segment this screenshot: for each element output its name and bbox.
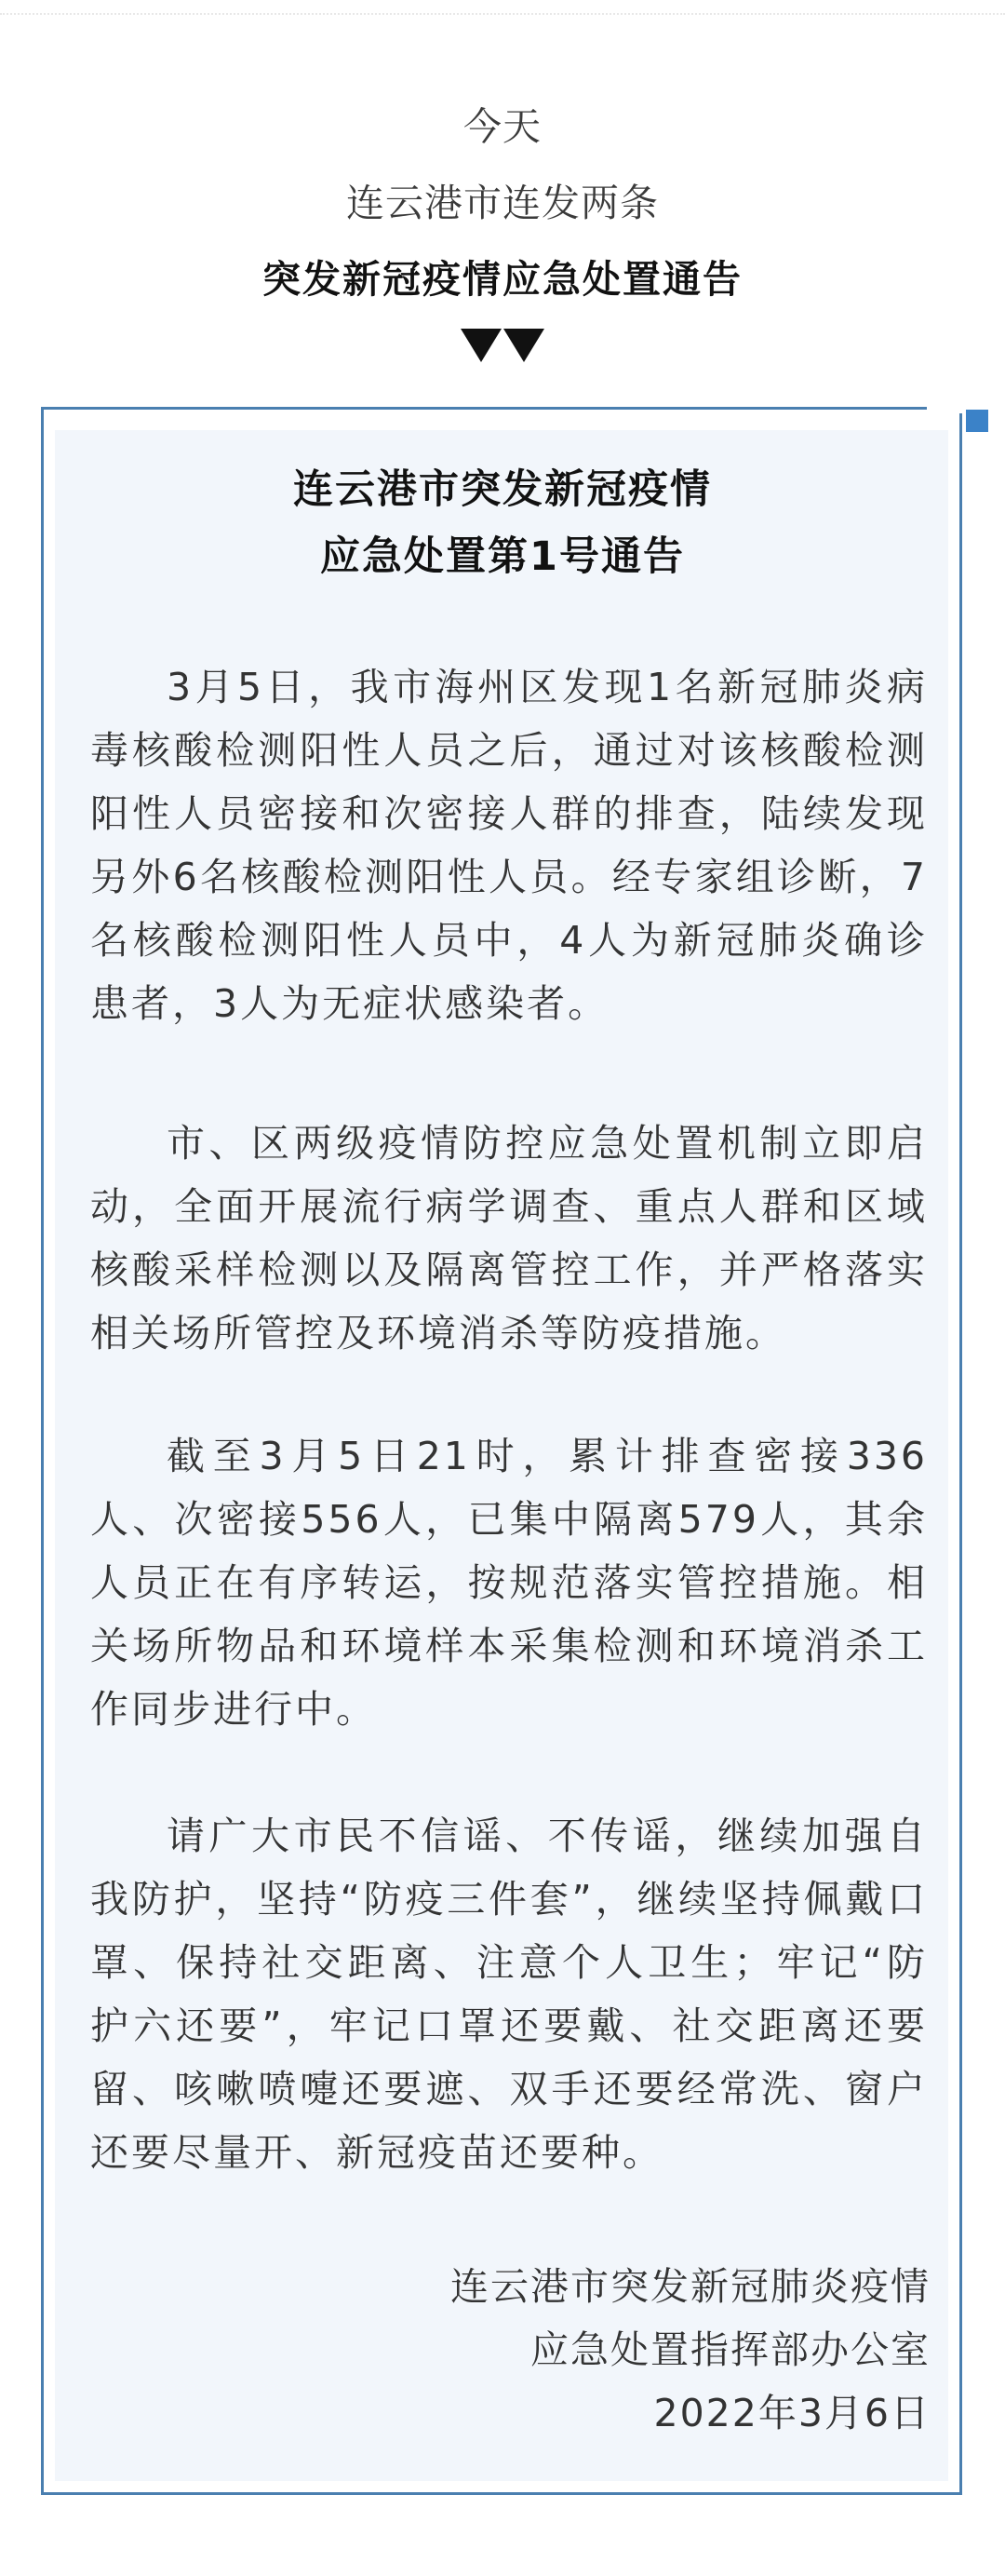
notice-title-line1: 连云港市突发新冠疫情	[293, 466, 712, 513]
intro-line-subtitle: 连云港市连发两条	[346, 181, 659, 225]
notice-title-line2: 应急处置第1号通告	[320, 533, 685, 580]
notice-paragraph: 3月5日，我市海州区发现1名新冠肺炎病毒核酸检测阳性人员之后，通过对该核酸检测阳性人员密接和次密接人群的排查，陆续发现另外6名核酸检测阳性人员。经专家组诊断，7名核酸检测阳性人员中，4人为新冠肺炎确诊患者，3人为无症状感染者。	[90, 665, 928, 1026]
down-triangle-icon	[503, 329, 544, 362]
signature-date: 2022年3月6日	[653, 2391, 931, 2435]
top-divider	[0, 0, 1005, 15]
notice-title	[0, 456, 1005, 590]
intro-line-today: 今天	[463, 104, 542, 149]
signature-org-line1: 连云港市突发新冠肺炎疫情	[450, 2264, 931, 2309]
notice-paragraph: 市、区两级疫情防控应急处置机制立即启动，全面开展流行病学调查、重点人群和区域核酸采样检测以及隔离管控工作，并严格落实相关场所管控及环境消杀等防疫措施。	[90, 1121, 928, 1355]
notice-signature	[450, 2255, 931, 2445]
notice-paragraph: 截至3月5日21时，累计排查密接336人、次密接556人，已集中隔离579人，其余人员正在有序转运，按规范落实管控措施。相关场所物品和环境样本采集检测和环境消杀工作同步进行中。	[90, 1434, 928, 1732]
frame-corner-gap	[927, 404, 966, 413]
intro-header	[0, 88, 1005, 362]
intro-line-headline: 突发新冠疫情应急处置通告	[262, 257, 743, 302]
signature-org-line2: 应急处置指挥部办公室	[530, 2327, 931, 2372]
corner-square-icon	[966, 410, 988, 432]
notice-paragraph: 请广大市民不信谣、不传谣，继续加强自我防护，坚持“防疫三件套”，继续坚持佩戴口罩、保持社交距离、注意个人卫生；牢记“防护六还要”，牢记口罩还要戴、社交距离还要留、咳嗽喷嚏还要遮、双手还要经常洗、窗户还要尽量开、新冠疫苗还要种。	[90, 1814, 928, 2175]
down-triangle-icon	[461, 329, 502, 362]
double-down-arrow-icon	[0, 329, 1005, 362]
